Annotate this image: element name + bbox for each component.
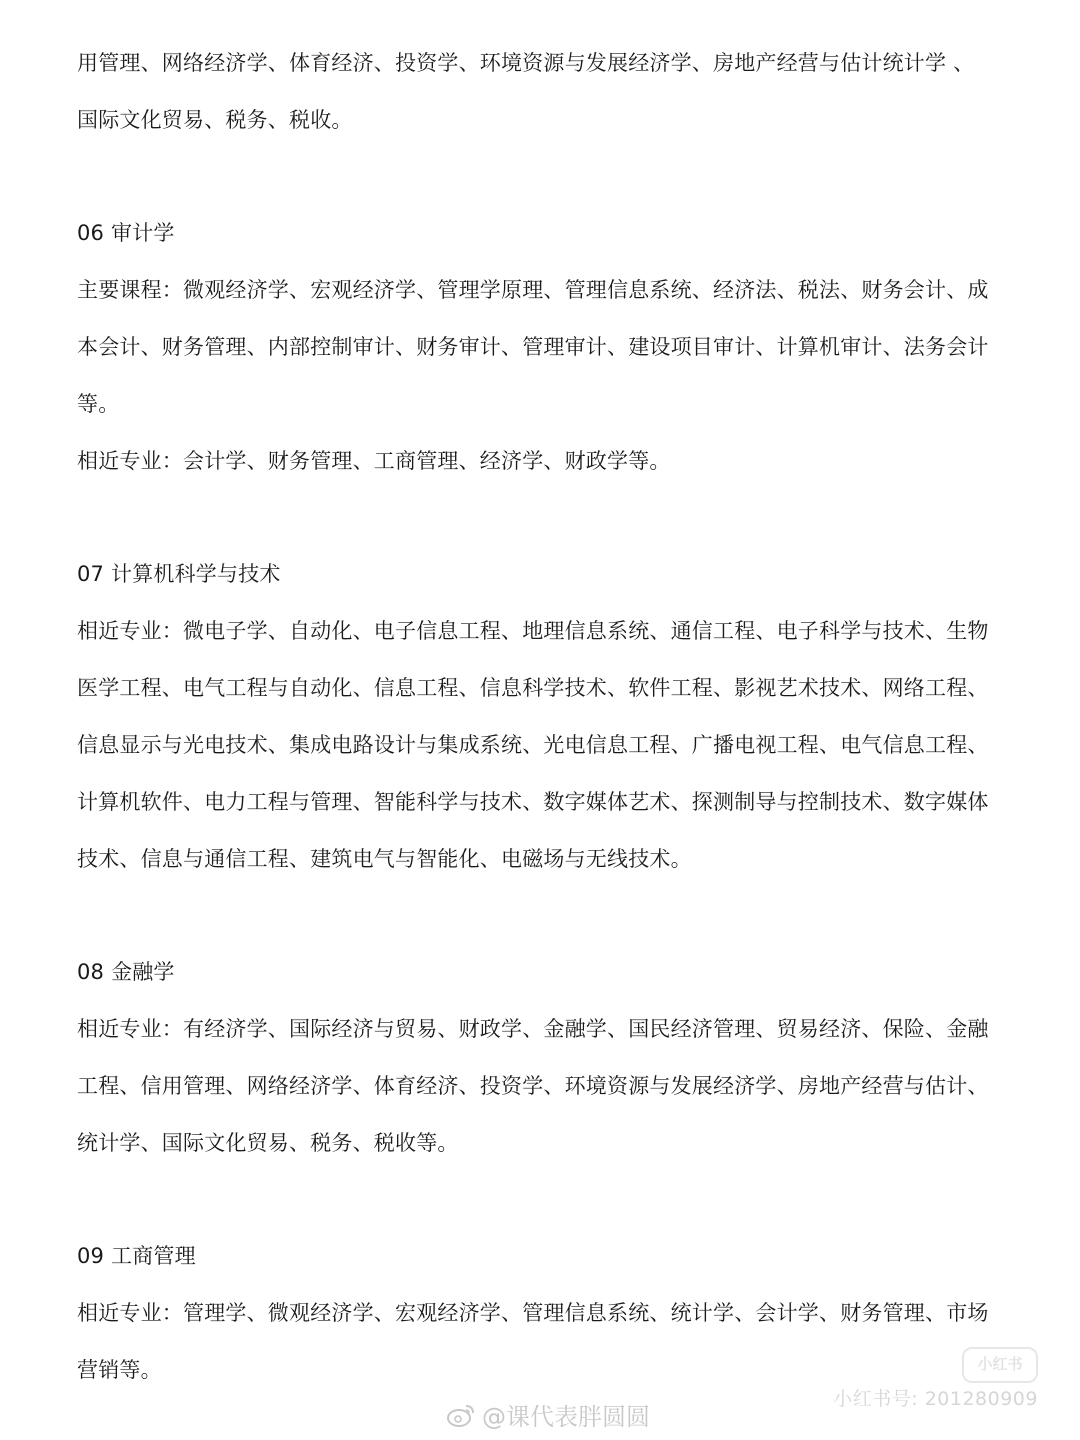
xiaohongshu-logo-watermark: 小红书	[962, 1347, 1038, 1383]
section-gap	[77, 1172, 1012, 1228]
text-line: 工程、信用管理、网络经济学、体育经济、投资学、环境资源与发展经济学、房地产经营与估计、	[77, 1074, 989, 1098]
section-gap	[77, 149, 1012, 205]
text-line: 相近专业：管理学、微观经济学、宏观经济学、管理信息系统、统计学、会计学、财务管理、市场	[77, 1301, 989, 1325]
weibo-handle: @课代表胖圆圆	[482, 1403, 650, 1431]
text-line: 营销等。	[77, 1358, 162, 1382]
section-gap	[77, 888, 1012, 944]
text-line: 信息显示与光电技术、集成电路设计与集成系统、光电信息工程、广播电视工程、电气信息工程、	[77, 733, 989, 757]
text-line: 相近专业：有经济学、国际经济与贸易、财政学、金融学、国民经济管理、贸易经济、保险、金融	[77, 1017, 989, 1041]
weibo-icon	[446, 1402, 476, 1428]
text-line: 主要课程：微观经济学、宏观经济学、管理学原理、管理信息系统、经济法、税法、财务会计、成	[77, 278, 989, 302]
text-line: 用管理、网络经济学、体育经济、投资学、环境资源与发展经济学、房地产经营与估计统计学 、	[77, 51, 975, 75]
text-line: 国际文化贸易、税务、税收。	[77, 108, 353, 132]
section-title-08: 08 金融学	[77, 960, 175, 984]
section-gap	[77, 490, 1012, 546]
text-line: 计算机软件、电力工程与管理、智能科学与技术、数字媒体艺术、探测制导与控制技术、数字媒体	[77, 790, 989, 814]
text-line: 相近专业：会计学、财务管理、工商管理、经济学、财政学等。	[77, 449, 671, 473]
xiaohongshu-id-watermark: 小红书号: 201280909	[833, 1388, 1038, 1410]
text-line: 本会计、财务管理、内部控制审计、财务审计、管理审计、建设项目审计、计算机审计、法务会计	[77, 335, 989, 359]
text-line: 统计学、国际文化贸易、税务、税收等。	[77, 1131, 459, 1155]
text-line: 技术、信息与通信工程、建筑电气与智能化、电磁场与无线技术。	[77, 847, 692, 871]
text-line: 医学工程、电气工程与自动化、信息工程、信息科学技术、软件工程、影视艺术技术、网络工程、	[77, 676, 989, 700]
section-title-06: 06 审计学	[77, 221, 175, 245]
weibo-watermark	[446, 1397, 650, 1432]
section-title-07: 07 计算机科学与技术	[77, 562, 281, 586]
text-line: 相近专业：微电子学、自动化、电子信息工程、地理信息系统、通信工程、电子科学与技术、生物	[77, 619, 989, 643]
section-title-09: 09 工商管理	[77, 1244, 196, 1268]
text-line: 等。	[77, 392, 120, 416]
document-body	[77, 35, 1012, 1399]
